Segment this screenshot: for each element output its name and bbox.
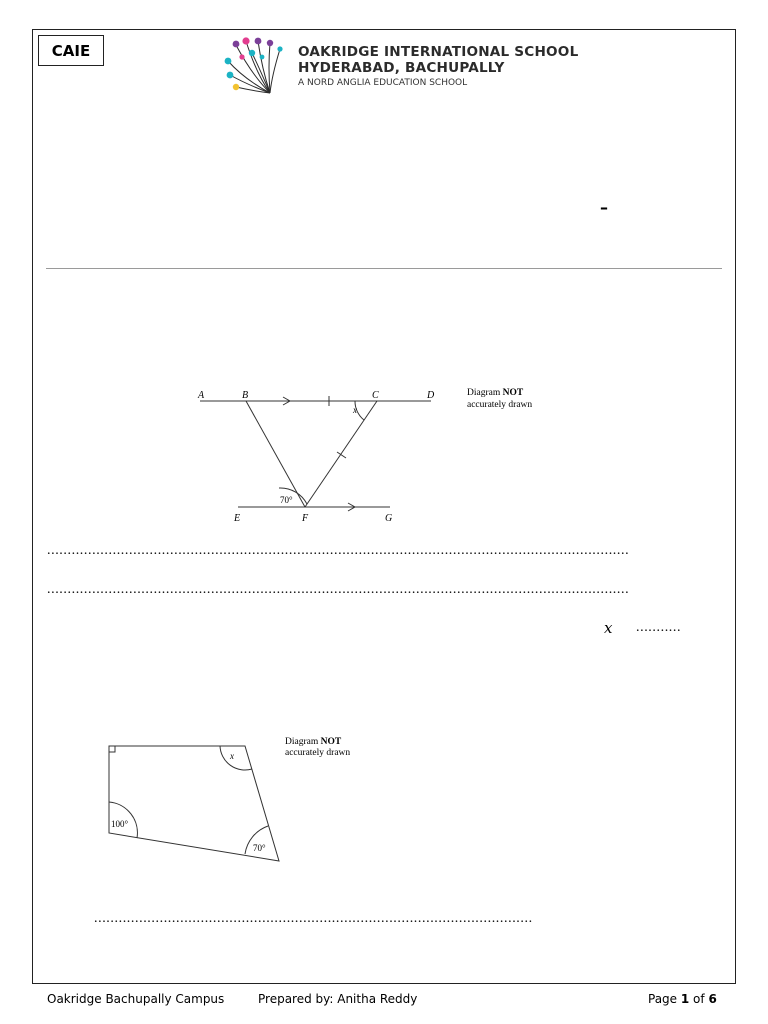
point-d: D <box>427 390 435 401</box>
parallel-lines-diagram <box>190 380 560 530</box>
right-angle-marker <box>109 746 115 752</box>
diagram2-note-line1: Diagram NOT <box>285 737 342 747</box>
line-cf <box>305 401 377 507</box>
point-a: A <box>198 390 205 401</box>
footer-page-number: Page 1 of 6 <box>648 992 717 1006</box>
school-logo <box>222 35 294 97</box>
line-bf <box>246 401 305 507</box>
footer-prepared-by: Prepared by: Anitha Reddy <box>258 992 418 1006</box>
angle-100-label: 100° <box>111 819 129 829</box>
school-name <box>298 44 578 76</box>
point-f: F <box>302 513 309 524</box>
point-c: C <box>372 390 379 401</box>
answer-line-2: .............................................................................................................................................. <box>47 582 630 597</box>
footer-campus: Oakridge Bachupally Campus <box>47 992 225 1006</box>
diagram2-note-line2: accurately drawn <box>285 748 351 758</box>
diagram1-note-line2: accurately drawn <box>467 400 533 410</box>
answer-line-3: ........................................................................................................... <box>94 911 533 926</box>
angle-70-label: 70° <box>280 495 293 505</box>
board-label: CAIE <box>38 35 104 66</box>
angle-x-label: x <box>353 405 357 415</box>
point-b: B <box>242 390 249 401</box>
point-e: E <box>234 513 241 524</box>
angle-70-label: 70° <box>253 843 266 853</box>
title-dash: – <box>600 198 608 217</box>
school-name-line1: OAKRIDGE INTERNATIONAL SCHOOL <box>298 44 579 60</box>
angle-arc-x <box>220 746 252 770</box>
answer-x-label: x <box>604 619 613 637</box>
quadrilateral-diagram <box>100 730 370 870</box>
point-g: G <box>385 513 393 524</box>
diagram1-note-line1: Diagram NOT <box>467 388 524 398</box>
header-divider <box>46 268 722 269</box>
angle-x-label: x <box>230 751 234 761</box>
answer-line-1: .............................................................................................................................................. <box>47 543 630 558</box>
school-name-line2: HYDERABAD, BACHUPALLY <box>298 60 505 76</box>
school-tagline: A NORD ANGLIA EDUCATION SCHOOL <box>298 78 468 88</box>
answer-x-dots: ........... <box>636 620 682 635</box>
